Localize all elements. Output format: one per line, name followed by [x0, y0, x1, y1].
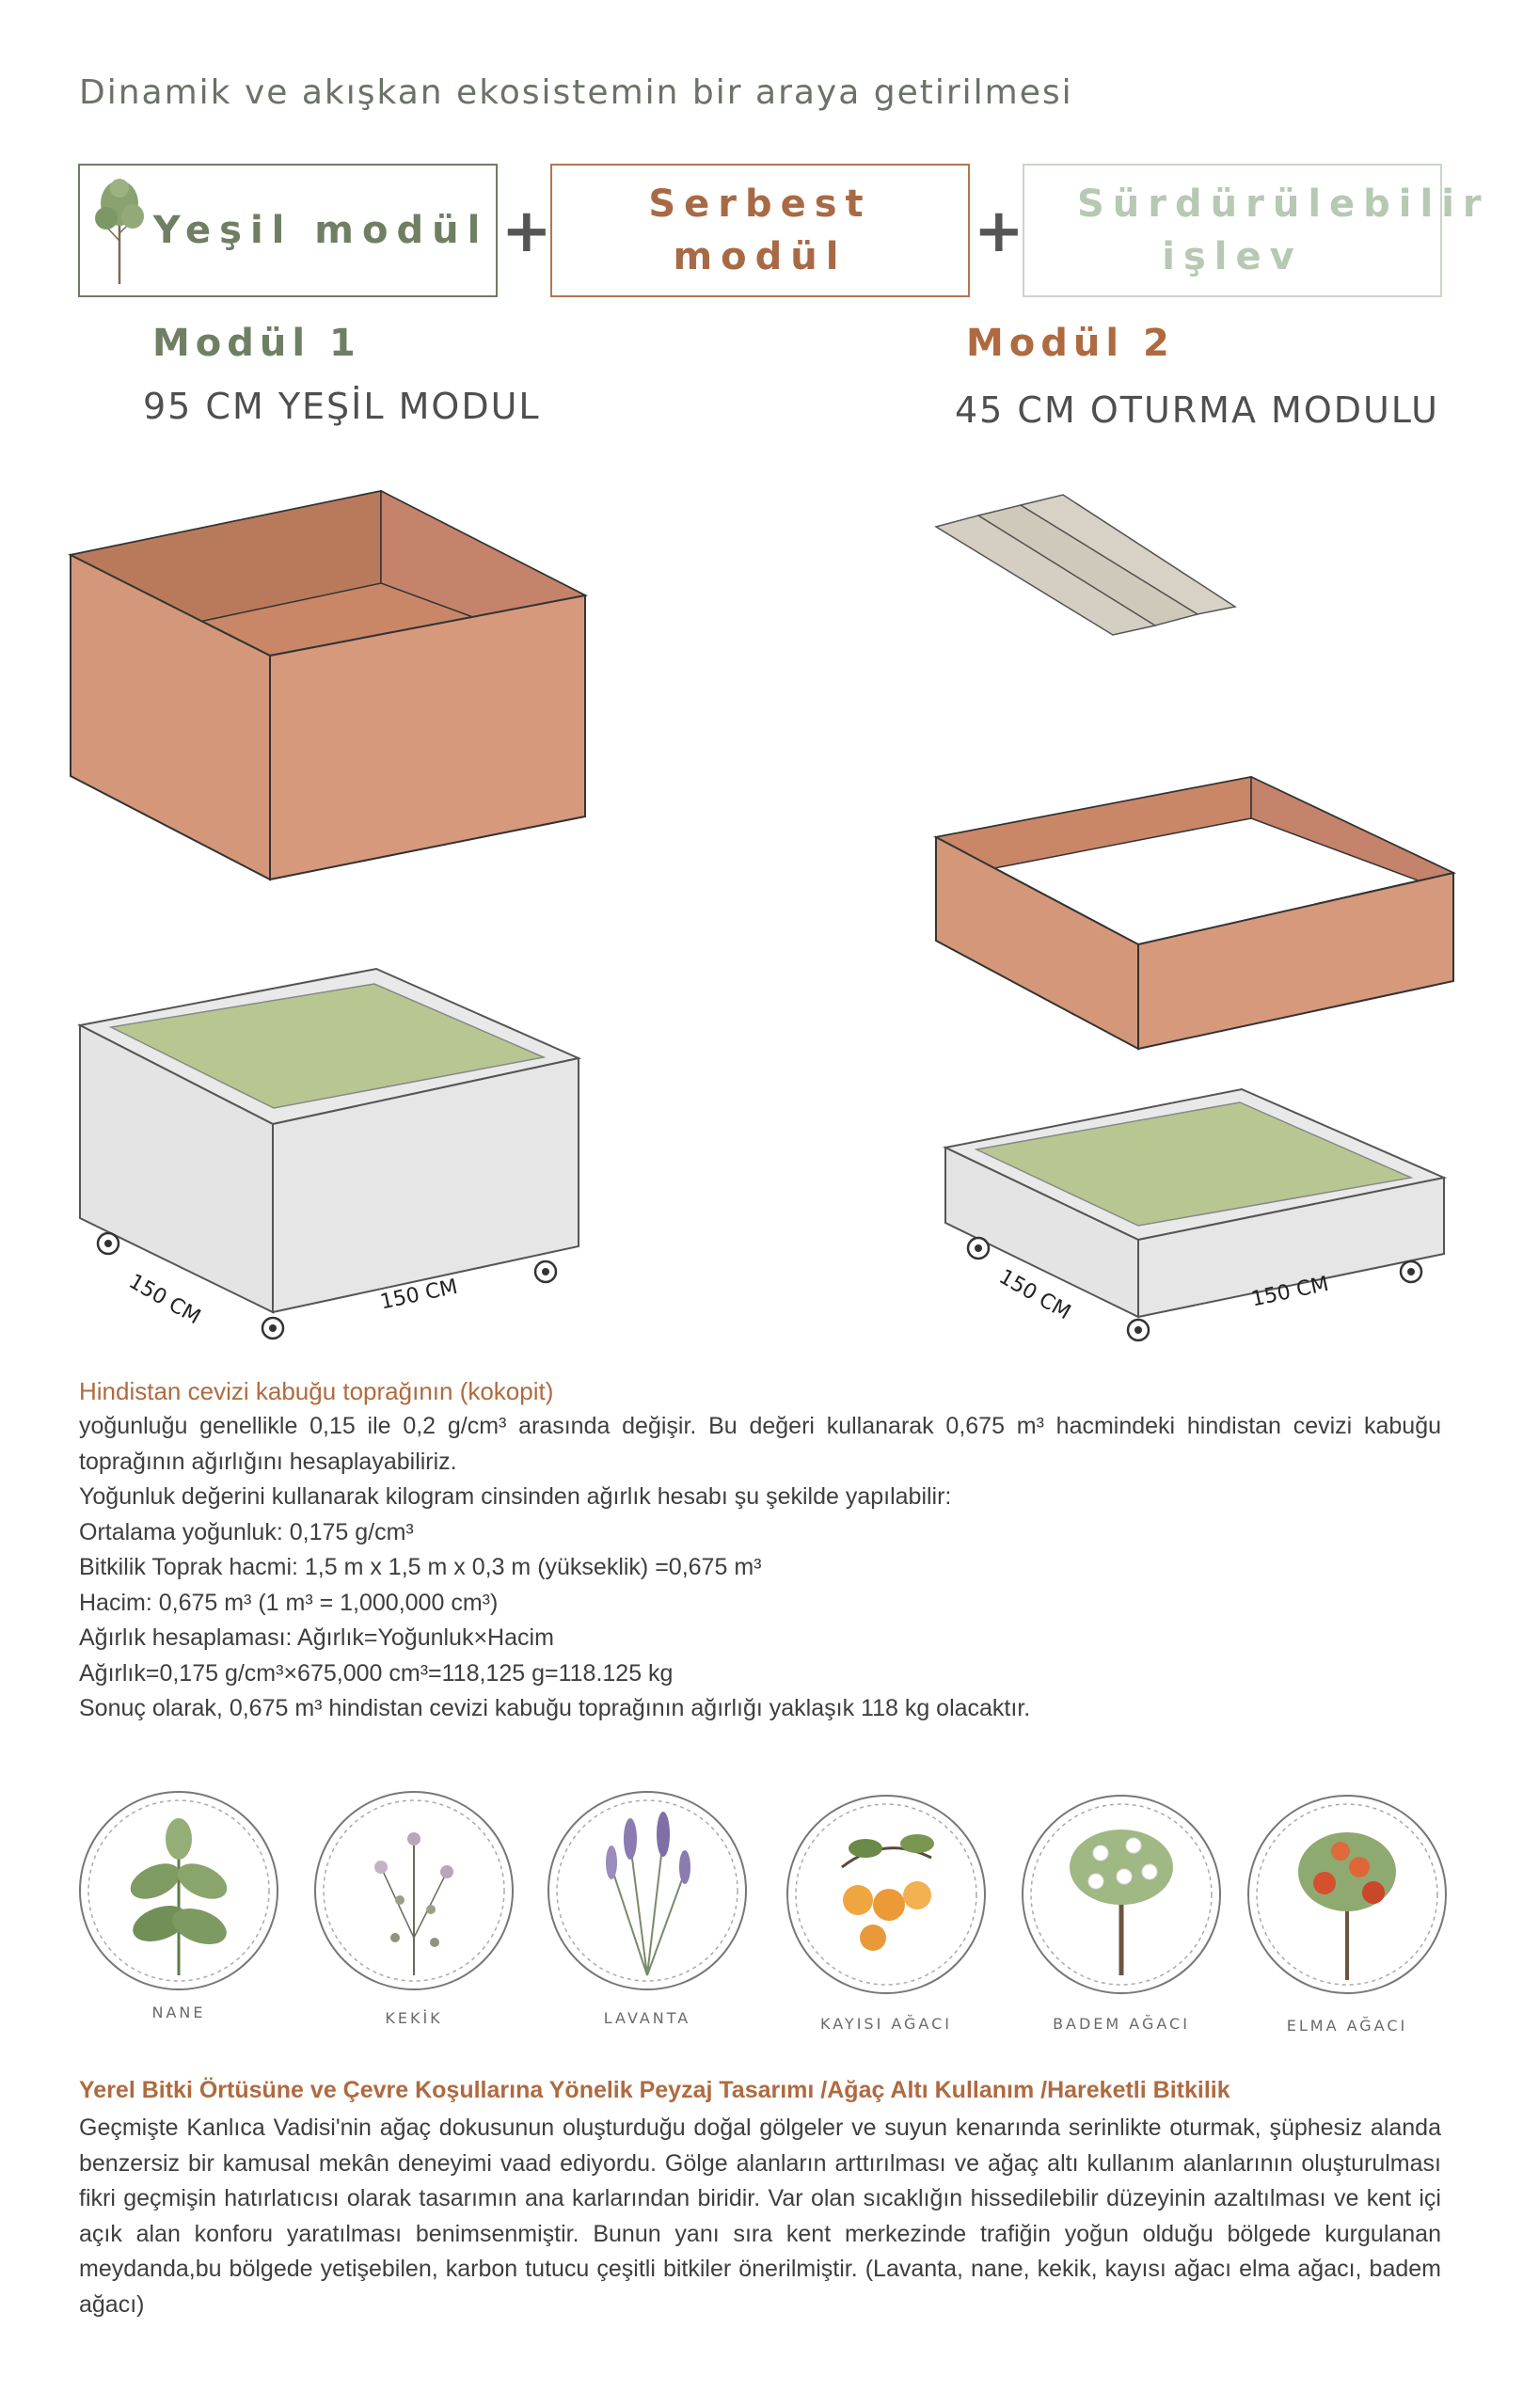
- dimension-label-right-a: 150 CM: [994, 1265, 1075, 1325]
- green-module-label: Yeşil modül: [152, 209, 489, 252]
- page-title: Dinamik ve akışkan ekosistemin bir araya getirilmesi: [79, 73, 1073, 112]
- module2-terracotta-frame: [936, 777, 1453, 1049]
- mint-icon: [80, 1792, 278, 1989]
- module2-planter: [945, 1089, 1444, 1340]
- plant-label-thyme: KEKİK: [385, 2009, 443, 2027]
- soil-line: Ağırlık hesaplaması: Ağırlık=Yoğunluk×Hacim: [79, 1624, 554, 1651]
- thyme-icon: [315, 1792, 513, 1989]
- apricot-tree-icon: [787, 1796, 985, 1993]
- almond-tree-icon: [1023, 1796, 1220, 1993]
- soil-heading: Hindistan cevizi kabuğu toprağının (kokopit): [79, 1377, 554, 1405]
- soil-line: Yoğunluk değerini kullanarak kilogram cinsinden ağırlık hesabı şu şekilde yapılabilir:: [79, 1483, 952, 1510]
- plant-label-mint: NANE: [151, 2004, 206, 2021]
- soil-calculation: [79, 1480, 1441, 1727]
- sustainable-function-box: [1023, 164, 1490, 297]
- module2-title: Modül 2: [966, 322, 1175, 365]
- plus-sign-2: +: [974, 197, 1024, 266]
- module2-seat-planks: [936, 495, 1235, 635]
- lavender-icon: [548, 1792, 746, 1989]
- sustainable-function-label: Sürdürülebilir işlev: [1077, 182, 1490, 278]
- green-module-box: [78, 164, 498, 297]
- tree-icon: [89, 175, 150, 288]
- plant-illustrations: [0, 1787, 1523, 2032]
- plant-label-apricot: KAYISI AĞACI: [820, 2015, 952, 2033]
- soil-paragraph: yoğunluğu genellikle 0,15 ile 0,2 g/cm³ arasında değişir. Bu değeri kullanarak 0,675 m³ hacmindeki hindistan cevizi kabuğu toprağının ağırlığını hesaplayabiliriz.: [79, 1413, 1441, 1475]
- plant-label-almond: BADEM AĞACI: [1053, 2015, 1190, 2033]
- dimension-label-left-a: 150 CM: [124, 1270, 205, 1330]
- plant-label-lavender: LAVANTA: [603, 2009, 691, 2027]
- free-module-label: Serbest modül: [648, 182, 872, 278]
- plus-sign-1: +: [501, 197, 552, 266]
- module1-terracotta-box: [71, 491, 585, 879]
- dimension-label-right-b: 150 CM: [1249, 1272, 1331, 1312]
- dimension-label-left-b: 150 CM: [378, 1275, 460, 1315]
- apple-tree-icon: [1248, 1796, 1446, 1993]
- soil-line: Hacim: 0,675 m³ (1 m³ = 1,000,000 cm³): [79, 1589, 499, 1616]
- plant-label-apple: ELMA AĞACI: [1286, 2017, 1408, 2035]
- soil-line: Bitkilik Toprak hacmi: 1,5 m x 1,5 m x 0,3 m (yükseklik) =0,675 m³: [79, 1554, 762, 1580]
- module-illustrations: [0, 452, 1523, 1373]
- free-module-box: [550, 164, 970, 297]
- soil-line: Sonuç olarak, 0,675 m³ hindistan cevizi kabuğu toprağının ağırlığı yaklaşık 118 kg olacaktır.: [79, 1695, 1031, 1721]
- module1-title: Modül 1: [152, 322, 361, 365]
- module1-subtitle: 95 CM YEŞİL MODUL: [143, 386, 541, 427]
- landscape-paragraph: Geçmişte Kanlıca Vadisi'nin ağaç dokusunun oluşturduğu doğal gölgeler ve suyun kenarında serinlikte oturmak, şüphesiz alanda benzersiz bir kamusal mekân deneyimi vaad ediyordu. Gölge alanların arttırılması ve ağaç altı kullanım alanlarının oluşturulması fikri geçmişin hatırlatıcısı olarak tasarımın ana karlarından biridir. Var olan sıcaklığın hissedilebilir düzeyinin azaltılması ve kent içi açık alan konforu yaratılması benimsenmiştir. Bunun yanı sıra kent merkezinde trafiğin yoğun olduğu bölgede kurgulanan meydanda,bu bölgede yetişebilen, karbon tutucu çeşitli bitkiler önerilmiştir. (Lavanta, nane, kekik, kayısı ağacı elma ağacı, badem ağacı): [79, 2115, 1441, 2318]
- landscape-heading: Yerel Bitki Örtüsüne ve Çevre Koşullarına Yönelik Peyzaj Tasarımı /Ağaç Altı Kullanım /Hareketli Bitkilik: [79, 2077, 1230, 2103]
- soil-line: Ortalama yoğunluk: 0,175 g/cm³: [79, 1518, 414, 1545]
- module2-subtitle: 45 CM OTURMA MODULU: [955, 389, 1439, 431]
- soil-line: Ağırlık=0,175 g/cm³×675,000 cm³=118,125 g=118.125 kg: [79, 1659, 674, 1687]
